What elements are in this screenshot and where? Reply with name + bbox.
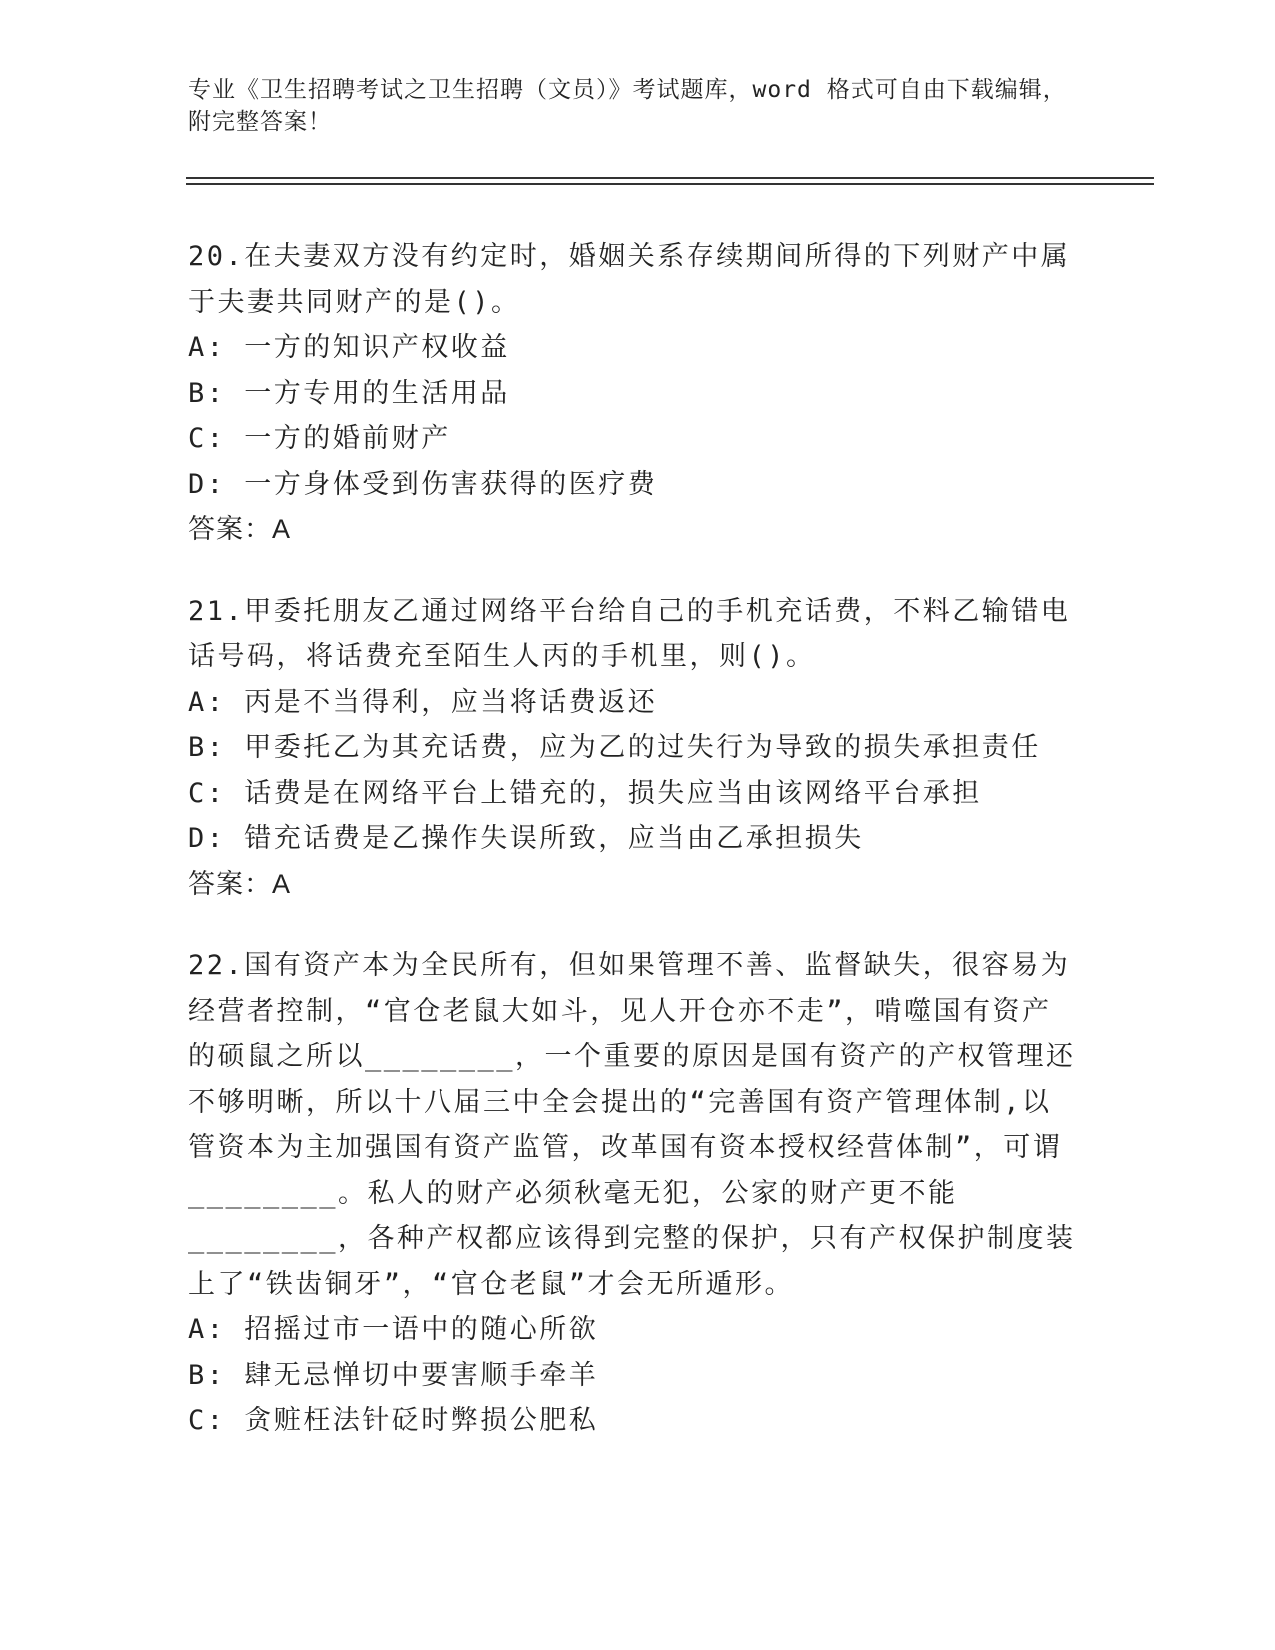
option-c: C: 贪赃枉法针砭时弊损公肥私 xyxy=(188,1405,599,1436)
question-stem: 22.国有资产本为全民所有，但如果管理不善、监督缺失，很容易为经营者控制，“官仓老鼠大如斗，见人开仓亦不走”，啃噬国有资产的硕鼠之所以________，一个重要的原因是国有资产的产权管理还不够明晰，所以十八届三中全会提出的“完善国有资产管理体制,以管资本为主加强国有资产监管，改革国有资本授权经营体制”，可谓________。私人的财产必须秋毫无犯，公家的财产更不能________，各种产权都应该得到完整的保护，只有产权保护制度装上了“铁齿铜牙”，“官仓老鼠”才会无所遁形。 xyxy=(188,950,1076,1300)
header-text: 专业《卫生招聘考试之卫生招聘（文员）》考试题库，word 格式可自由下载编辑，附完整答案！ xyxy=(188,77,1067,135)
option-b: B: 甲委托乙为其充话费，应为乙的过失行为导致的损失承担责任 xyxy=(188,732,1041,763)
question-stem: 21.甲委托朋友乙通过网络平台给自己的手机充话费，不料乙输错电话号码，将话费充至陌生人丙的手机里，则()。 xyxy=(188,595,1071,672)
answer-line: 答案：A xyxy=(188,514,292,544)
document-header xyxy=(188,74,1068,138)
option-b: B: 肆无忌惮切中要害顺手牵羊 xyxy=(188,1359,599,1391)
option-b: B: 一方专用的生活用品 xyxy=(188,377,510,409)
option-a: A: 招摇过市一语中的随心所欲 xyxy=(188,1314,599,1345)
header-divider-bottom xyxy=(186,183,1154,185)
option-a: A: 一方的知识产权收益 xyxy=(188,332,510,363)
question-20 xyxy=(188,234,1078,553)
question-22 xyxy=(188,943,1078,1444)
header-divider-top xyxy=(186,177,1154,179)
option-c: C: 一方的婚前财产 xyxy=(188,423,451,454)
question-stem: 20.在夫妻双方没有约定时，婚姻关系存续期间所得的下列财产中属于夫妻共同财产的是()。 xyxy=(188,241,1071,318)
question-list xyxy=(188,234,1078,1480)
answer-line: 答案：A xyxy=(188,868,292,899)
option-d: D: 一方身体受到伤害获得的医疗费 xyxy=(188,468,658,500)
option-a: A: 丙是不当得利，应当将话费返还 xyxy=(188,686,658,718)
question-21 xyxy=(188,589,1078,908)
option-c: C: 话费是在网络平台上错充的，损失应当由该网络平台承担 xyxy=(188,777,982,809)
option-d: D: 错充话费是乙操作失误所致，应当由乙承担损失 xyxy=(188,823,864,854)
